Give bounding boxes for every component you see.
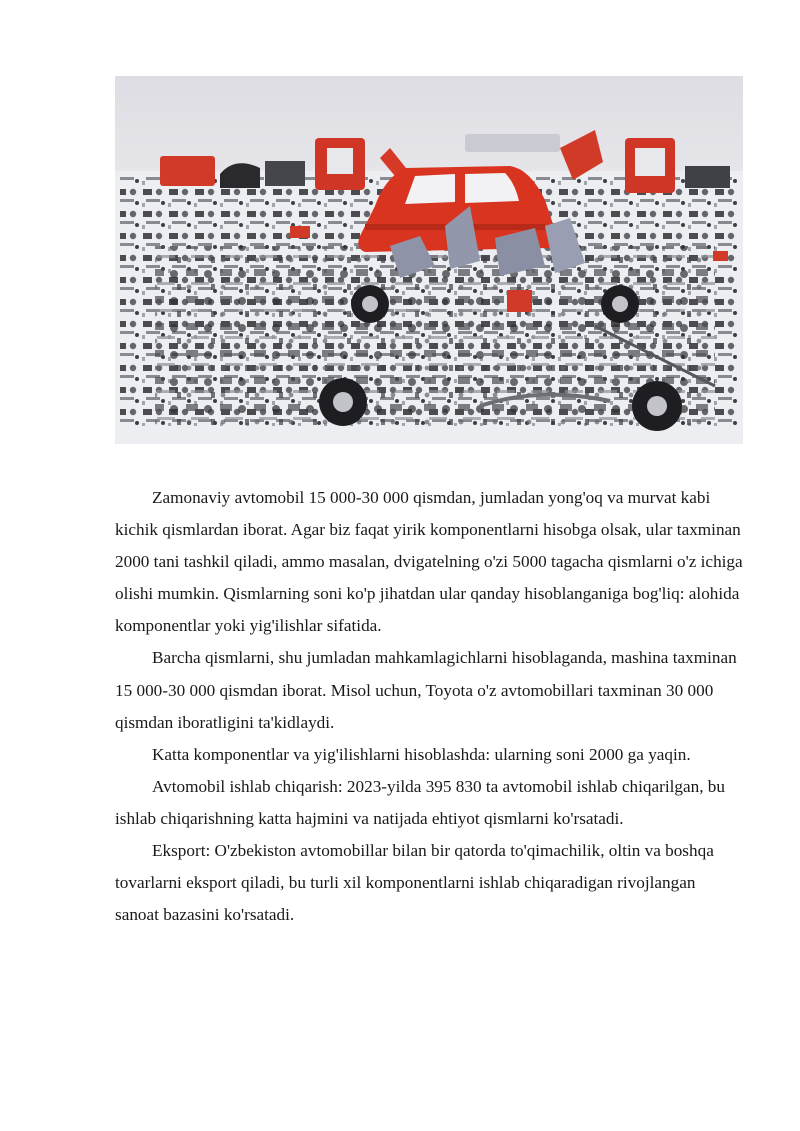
- paragraph: Eksport: O'zbekiston avtomobillar bilan bir qatorda to'qimachilik, oltin va boshqa tovarlarni eksport qiladi, bu turli xil komponentlarni ishlab chiqaradigan rivojlangan sanoat bazasini ko'rsatadi.: [115, 841, 714, 925]
- body-text: [115, 482, 743, 931]
- disassembled-car-parts-photo-icon: [115, 76, 743, 444]
- paragraph: Barcha qismlarni, shu jumladan mahkamlagichlarni hisoblaganda, mashina taxminan 15 000-30 000 qismdan iborat. Misol uchun, Toyota o'z avtomobillari taxminan 30 000 qismdan iboratligini ta'kidlaydi.: [115, 648, 737, 732]
- car-parts-image: [115, 76, 743, 444]
- paragraph: Zamonaviy avtomobil 15 000-30 000 qismdan, jumladan yong'oq va murvat kabi kichik qismlardan iborat. Agar biz faqat yirik komponentlarni hisobga olsak, ular taxminan 2000 tani tashkil qiladi, ammo masalan, dvigatelning o'zi 5000 tagacha qismlarni o'z ichiga olishi mumkin. Qismlarning soni ko'p jihatdan ular qanday hisoblanganiga bog'liq: alohida komponentlar yoki yig'ilishlar sifatida.: [115, 488, 743, 636]
- paragraph: Avtomobil ishlab chiqarish: 2023-yilda 395 830 ta avtomobil ishlab chiqarilgan, bu ishlab chiqarishning katta hajmini va natijada ehtiyot qismlarni ko'rsatadi.: [115, 776, 725, 828]
- paragraph: Katta komponentlar va yig'ilishlarni hisoblashda: ularning soni 2000 ga yaqin.: [152, 744, 691, 764]
